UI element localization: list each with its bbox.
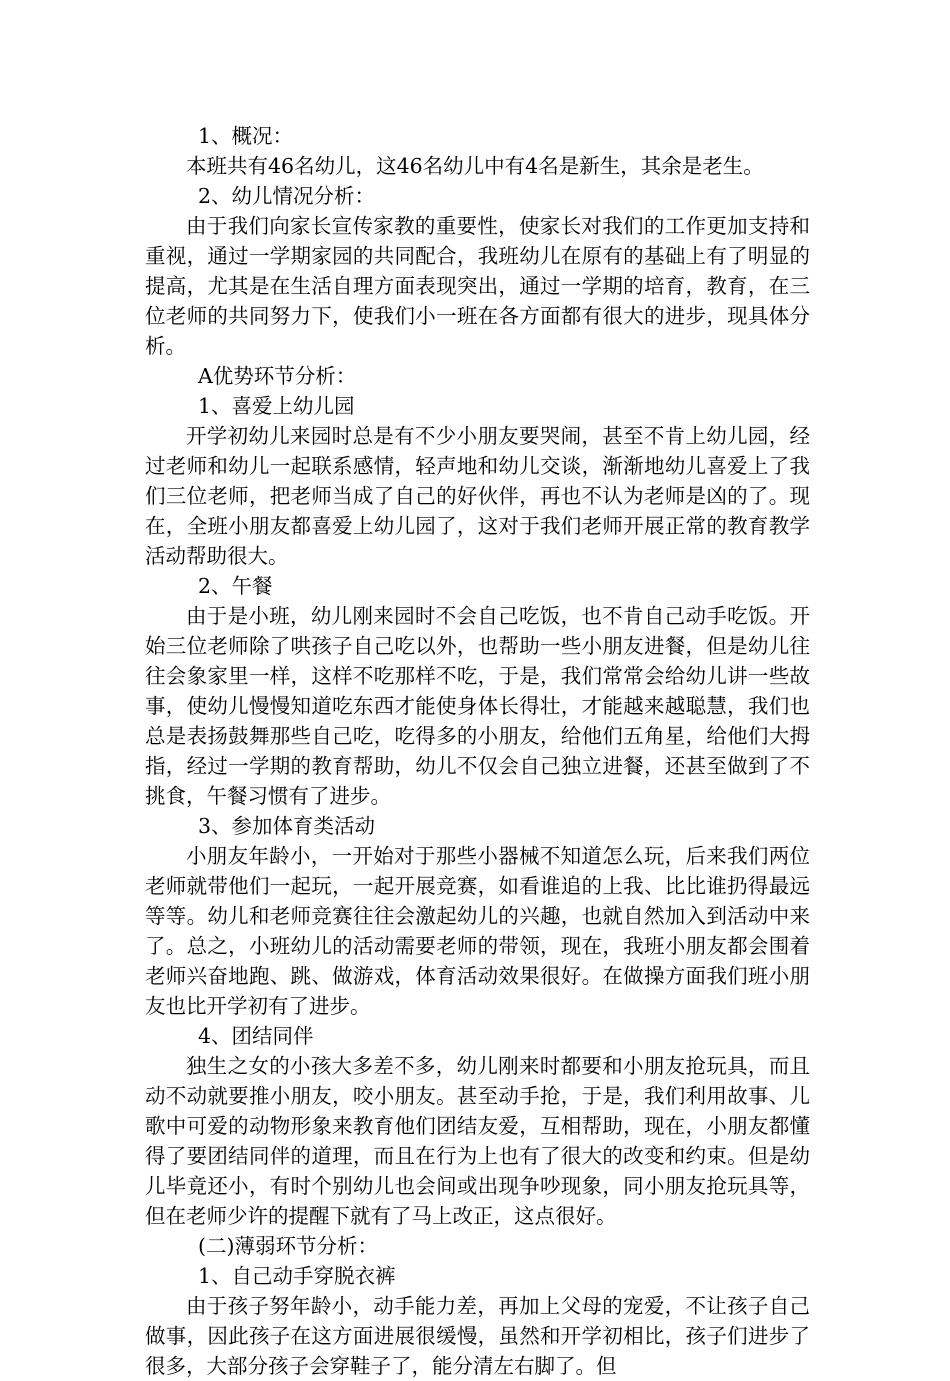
body-paragraph: 小朋友年龄小，一开始对于那些小器械不知道怎么玩，后来我们两位老师就带他们一起玩，一起开展竞赛，如看谁追的上我、比比谁扔得最远等等。幼儿和老师竞赛往往会激起幼儿的兴趣，也就自然加入到活动中来了。总之，小班幼儿的活动需要老师的带领，现在，我班小朋友都会围着老师兴奋地跑、跳、做游戏，体育活动效果很好。在做操方面我们班小朋友也比开学初有了进步。 <box>145 844 810 1018</box>
body-paragraph: 由于我们向家长宣传家教的重要性，使家长对我们的工作更加支持和重视，通过一学期家园的共同配合，我班幼儿在原有的基础上有了明显的提高，尤其是在生活自理方面表现突出，通过一学期的培育，教育，在三位老师的共同努力下，使我们小一班在各方面都有很大的进步，现具体分析。 <box>145 214 810 358</box>
subsection-heading: 3、参加体育类活动 <box>198 814 376 838</box>
body-paragraph: 由于是小班，幼儿刚来园时不会自己吃饭，也不肯自己动手吃饭。开始三位老师除了哄孩子自己吃以外，也帮助一些小朋友进餐，但是幼儿往往会象家里一样，这样不吃那样不吃，于是，我们常常会给幼儿讲一些故事，使幼儿慢慢知道吃东西才能使身体长得壮，才能越来越聪慧，我们也总是表扬鼓舞那些自己吃，吃得多的小朋友，给他们五角星，给他们大拇指，经过一学期的教育帮助，幼儿不仅会自己独立进餐，还甚至做到了不挑食，午餐习惯有了进步。 <box>145 604 810 808</box>
section-heading-overview: 1、概况： <box>198 124 294 148</box>
body-paragraph: 本班共有46名幼儿，这46名幼儿中有4名是新生，其余是老生。 <box>186 154 764 178</box>
body-paragraph: 独生之女的小孩大多差不多，幼儿刚来时都要和小朋友抢玩具，而且动不动就要推小朋友，咬小朋友。甚至动手抢，于是，我们利用故事、儿歌中可爱的动物形象来教育他们团结友爱，互相帮助，现在，小朋友都懂得了要团结同伴的道理，而且在行为上也有了很大的改变和约束。但是幼儿毕竟还小，有时个别幼儿也会间或出现争吵现象，同小朋友抢玩具等，但在老师少许的提醒下就有了马上改正，这点很好。 <box>145 1054 810 1228</box>
subsection-heading: 4、团结同伴 <box>198 1024 314 1048</box>
section-heading-analysis: 2、幼儿情况分析： <box>198 184 376 208</box>
section-heading-weaknesses: (二)薄弱环节分析： <box>198 1234 378 1258</box>
subsection-heading: 2、午餐 <box>198 574 273 598</box>
body-paragraph: 由于孩子努年龄小，动手能力差，再加上父母的宠爱，不让孩子自己做事，因此孩子在这方面进展很缓慢，虽然和开学初相比，孩子们进步了很多，大部分孩子会穿鞋子了，能分清左右脚了。但 <box>145 1294 810 1378</box>
subsection-heading: 1、自己动手穿脱衣裤 <box>198 1264 396 1288</box>
section-heading-strengths: A优势环节分析： <box>198 364 357 388</box>
document-page <box>145 121 810 1381</box>
subsection-heading: 1、喜爱上幼儿园 <box>198 394 355 418</box>
body-paragraph: 开学初幼儿来园时总是有不少小朋友要哭闹，甚至不肯上幼儿园，经过老师和幼儿一起联系感情，轻声地和幼儿交谈，渐渐地幼儿喜爱上了我们三位老师，把老师当成了自己的好伙伴，再也不认为老师是凶的了。现在，全班小朋友都喜爱上幼儿园了，这对于我们老师开展正常的教育教学活动帮助很大。 <box>145 424 810 568</box>
